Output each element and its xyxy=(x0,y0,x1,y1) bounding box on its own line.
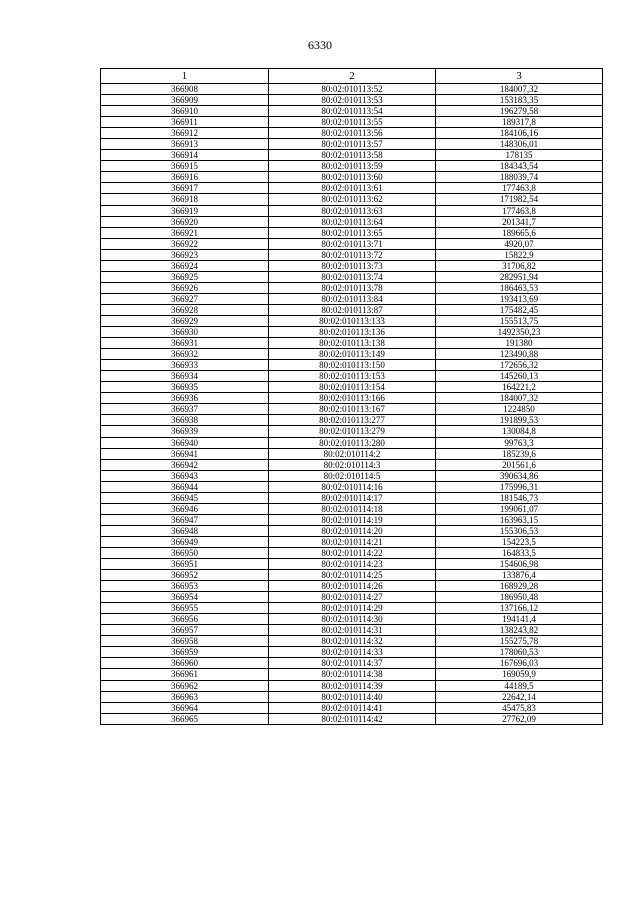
row-number-cell: 366931 xyxy=(101,338,269,349)
row-number-cell: 366965 xyxy=(101,713,269,724)
cadastral-number-cell: 80:02:010113:149 xyxy=(269,349,436,360)
cadastral-number-cell: 80:02:010113:136 xyxy=(269,327,436,338)
table-row xyxy=(101,581,603,592)
row-number-cell: 366919 xyxy=(101,205,269,216)
value-cell: 164221,2 xyxy=(436,382,603,393)
column-header-1: 1 xyxy=(101,69,269,84)
value-cell: 15822,9 xyxy=(436,249,603,260)
table-row xyxy=(101,338,603,349)
row-number-cell: 366933 xyxy=(101,360,269,371)
row-number-cell: 366927 xyxy=(101,293,269,304)
cadastral-number-cell: 80:02:010113:154 xyxy=(269,382,436,393)
value-cell: 27762,09 xyxy=(436,713,603,724)
value-cell: 184106,16 xyxy=(436,128,603,139)
table-row xyxy=(101,481,603,492)
table-row xyxy=(101,669,603,680)
value-cell: 178135 xyxy=(436,150,603,161)
row-number-cell: 366913 xyxy=(101,139,269,150)
value-cell: 4920,07 xyxy=(436,238,603,249)
table-row xyxy=(101,282,603,293)
row-number-cell: 366963 xyxy=(101,691,269,702)
table-row xyxy=(101,713,603,724)
cadastral-number-cell: 80:02:010114:3 xyxy=(269,459,436,470)
table-row xyxy=(101,205,603,216)
cadastral-number-cell: 80:02:010114:37 xyxy=(269,658,436,669)
row-number-cell: 366956 xyxy=(101,614,269,625)
row-number-cell: 366930 xyxy=(101,327,269,338)
table-row xyxy=(101,459,603,470)
table-row xyxy=(101,304,603,315)
table-row xyxy=(101,636,603,647)
cadastral-number-cell: 80:02:010114:5 xyxy=(269,470,436,481)
value-cell: 153183,35 xyxy=(436,95,603,106)
row-number-cell: 366915 xyxy=(101,161,269,172)
table-row xyxy=(101,349,603,360)
table-row xyxy=(101,492,603,503)
row-number-cell: 366964 xyxy=(101,702,269,713)
value-cell: 123490,88 xyxy=(436,349,603,360)
row-number-cell: 366944 xyxy=(101,481,269,492)
cadastral-number-cell: 80:02:010114:33 xyxy=(269,647,436,658)
value-cell: 137166,12 xyxy=(436,603,603,614)
cadastral-number-cell: 80:02:010113:72 xyxy=(269,249,436,260)
row-number-cell: 366957 xyxy=(101,625,269,636)
table-row xyxy=(101,150,603,161)
cadastral-number-cell: 80:02:010113:138 xyxy=(269,338,436,349)
value-cell: 282951,94 xyxy=(436,271,603,282)
row-number-cell: 366954 xyxy=(101,592,269,603)
row-number-cell: 366951 xyxy=(101,559,269,570)
row-number-cell: 366947 xyxy=(101,514,269,525)
table-row xyxy=(101,614,603,625)
cadastral-number-cell: 80:02:010113:61 xyxy=(269,183,436,194)
cadastral-number-cell: 80:02:010113:62 xyxy=(269,194,436,205)
row-number-cell: 366932 xyxy=(101,349,269,360)
table-row xyxy=(101,183,603,194)
row-number-cell: 366935 xyxy=(101,382,269,393)
row-number-cell: 366958 xyxy=(101,636,269,647)
row-number-cell: 366937 xyxy=(101,404,269,415)
value-cell: 201341,7 xyxy=(436,216,603,227)
cadastral-number-cell: 80:02:010114:30 xyxy=(269,614,436,625)
cadastral-number-cell: 80:02:010113:56 xyxy=(269,128,436,139)
cadastral-number-cell: 80:02:010113:64 xyxy=(269,216,436,227)
row-number-cell: 366934 xyxy=(101,371,269,382)
value-cell: 193413,69 xyxy=(436,293,603,304)
row-number-cell: 366952 xyxy=(101,570,269,581)
table-row xyxy=(101,382,603,393)
value-cell: 390634,86 xyxy=(436,470,603,481)
row-number-cell: 366929 xyxy=(101,315,269,326)
table-row xyxy=(101,260,603,271)
table-row xyxy=(101,238,603,249)
cadastral-number-cell: 80:02:010113:78 xyxy=(269,282,436,293)
value-cell: 168929,28 xyxy=(436,581,603,592)
cadastral-number-cell: 80:02:010113:63 xyxy=(269,205,436,216)
row-number-cell: 366916 xyxy=(101,172,269,183)
value-cell: 154606,98 xyxy=(436,559,603,570)
cadastral-number-cell: 80:02:010114:20 xyxy=(269,525,436,536)
table-row xyxy=(101,249,603,260)
row-number-cell: 366920 xyxy=(101,216,269,227)
row-number-cell: 366936 xyxy=(101,393,269,404)
row-number-cell: 366914 xyxy=(101,150,269,161)
table-row xyxy=(101,559,603,570)
row-number-cell: 366960 xyxy=(101,658,269,669)
row-number-cell: 366923 xyxy=(101,249,269,260)
table-row xyxy=(101,647,603,658)
value-cell: 163963,15 xyxy=(436,514,603,525)
cadastral-number-cell: 80:02:010113:133 xyxy=(269,315,436,326)
value-cell: 175996,31 xyxy=(436,481,603,492)
value-cell: 1492350,23 xyxy=(436,327,603,338)
table-row xyxy=(101,128,603,139)
value-cell: 22642,14 xyxy=(436,691,603,702)
row-number-cell: 366941 xyxy=(101,448,269,459)
cadastral-number-cell: 80:02:010114:39 xyxy=(269,680,436,691)
table-row xyxy=(101,404,603,415)
row-number-cell: 366909 xyxy=(101,95,269,106)
table-row xyxy=(101,570,603,581)
table-row xyxy=(101,702,603,713)
value-cell: 99763,3 xyxy=(436,437,603,448)
value-cell: 189317,8 xyxy=(436,117,603,128)
row-number-cell: 366939 xyxy=(101,426,269,437)
cadastral-number-cell: 80:02:010114:19 xyxy=(269,514,436,525)
table-row xyxy=(101,216,603,227)
table-row xyxy=(101,470,603,481)
row-number-cell: 366926 xyxy=(101,282,269,293)
cadastral-number-cell: 80:02:010114:29 xyxy=(269,603,436,614)
value-cell: 181546,73 xyxy=(436,492,603,503)
table-row xyxy=(101,625,603,636)
cadastral-number-cell: 80:02:010113:279 xyxy=(269,426,436,437)
table-row xyxy=(101,415,603,426)
table-row xyxy=(101,680,603,691)
value-cell: 194141,4 xyxy=(436,614,603,625)
cadastral-number-cell: 80:02:010113:71 xyxy=(269,238,436,249)
value-cell: 133876,4 xyxy=(436,570,603,581)
row-number-cell: 366921 xyxy=(101,227,269,238)
cadastral-number-cell: 80:02:010114:16 xyxy=(269,481,436,492)
column-header-2: 2 xyxy=(269,69,436,84)
row-number-cell: 366922 xyxy=(101,238,269,249)
value-cell: 145260,13 xyxy=(436,371,603,382)
table-row xyxy=(101,106,603,117)
value-cell: 196279,58 xyxy=(436,106,603,117)
value-cell: 184007,32 xyxy=(436,393,603,404)
header-row xyxy=(101,69,603,84)
cadastral-number-cell: 80:02:010113:53 xyxy=(269,95,436,106)
value-cell: 138243,82 xyxy=(436,625,603,636)
table-row xyxy=(101,514,603,525)
table-row xyxy=(101,592,603,603)
value-cell: 148306,01 xyxy=(436,139,603,150)
cadastral-number-cell: 80:02:010114:38 xyxy=(269,669,436,680)
cadastral-number-cell: 80:02:010114:17 xyxy=(269,492,436,503)
page-number: 6330 xyxy=(308,38,332,52)
table-header xyxy=(101,69,603,84)
row-number-cell: 366940 xyxy=(101,437,269,448)
cadastral-number-cell: 80:02:010114:32 xyxy=(269,636,436,647)
cadastral-number-cell: 80:02:010114:31 xyxy=(269,625,436,636)
row-number-cell: 366950 xyxy=(101,547,269,558)
row-number-cell: 366943 xyxy=(101,470,269,481)
row-number-cell: 366938 xyxy=(101,415,269,426)
cadastral-number-cell: 80:02:010113:52 xyxy=(269,84,436,95)
row-number-cell: 366912 xyxy=(101,128,269,139)
value-cell: 188039,74 xyxy=(436,172,603,183)
value-cell: 185239,6 xyxy=(436,448,603,459)
table-row xyxy=(101,603,603,614)
table-row xyxy=(101,437,603,448)
row-number-cell: 366928 xyxy=(101,304,269,315)
table-row xyxy=(101,172,603,183)
cadastral-number-cell: 80:02:010113:73 xyxy=(269,260,436,271)
table-row xyxy=(101,525,603,536)
table-row xyxy=(101,691,603,702)
table-row xyxy=(101,547,603,558)
value-cell: 199061,07 xyxy=(436,503,603,514)
value-cell: 186950,48 xyxy=(436,592,603,603)
row-number-cell: 366962 xyxy=(101,680,269,691)
value-cell: 169059,9 xyxy=(436,669,603,680)
table-row xyxy=(101,448,603,459)
cadastral-number-cell: 80:02:010113:58 xyxy=(269,150,436,161)
column-header-3: 3 xyxy=(436,69,603,84)
row-number-cell: 366911 xyxy=(101,117,269,128)
row-number-cell: 366955 xyxy=(101,603,269,614)
table-row xyxy=(101,393,603,404)
row-number-cell: 366910 xyxy=(101,106,269,117)
table-row xyxy=(101,293,603,304)
value-cell: 201561,6 xyxy=(436,459,603,470)
table-row xyxy=(101,194,603,205)
table-row xyxy=(101,360,603,371)
value-cell: 184007,32 xyxy=(436,84,603,95)
row-number-cell: 366961 xyxy=(101,669,269,680)
cadastral-number-cell: 80:02:010113:60 xyxy=(269,172,436,183)
table-body xyxy=(101,84,603,725)
table-row xyxy=(101,658,603,669)
table-row xyxy=(101,84,603,95)
value-cell: 44189,5 xyxy=(436,680,603,691)
row-number-cell: 366918 xyxy=(101,194,269,205)
value-cell: 155513,75 xyxy=(436,315,603,326)
row-number-cell: 366953 xyxy=(101,581,269,592)
cadastral-number-cell: 80:02:010113:54 xyxy=(269,106,436,117)
cadastral-number-cell: 80:02:010114:41 xyxy=(269,702,436,713)
value-cell: 191380 xyxy=(436,338,603,349)
cadastral-number-cell: 80:02:010113:150 xyxy=(269,360,436,371)
table-row xyxy=(101,327,603,338)
table-row xyxy=(101,271,603,282)
cadastral-number-cell: 80:02:010113:55 xyxy=(269,117,436,128)
cadastral-number-cell: 80:02:010113:167 xyxy=(269,404,436,415)
value-cell: 172656,32 xyxy=(436,360,603,371)
cadastral-number-cell: 80:02:010114:26 xyxy=(269,581,436,592)
cadastral-number-cell: 80:02:010113:153 xyxy=(269,371,436,382)
cadastral-number-cell: 80:02:010114:2 xyxy=(269,448,436,459)
row-number-cell: 366946 xyxy=(101,503,269,514)
value-cell: 175482,45 xyxy=(436,304,603,315)
value-cell: 186463,53 xyxy=(436,282,603,293)
value-cell: 171982,54 xyxy=(436,194,603,205)
value-cell: 184343,54 xyxy=(436,161,603,172)
table-row xyxy=(101,139,603,150)
value-cell: 177463,8 xyxy=(436,205,603,216)
value-cell: 130084,8 xyxy=(436,426,603,437)
value-cell: 177463,8 xyxy=(436,183,603,194)
value-cell: 164833,5 xyxy=(436,547,603,558)
cadastral-number-cell: 80:02:010114:42 xyxy=(269,713,436,724)
row-number-cell: 366948 xyxy=(101,525,269,536)
value-cell: 31706,82 xyxy=(436,260,603,271)
cadastral-number-cell: 80:02:010113:59 xyxy=(269,161,436,172)
row-number-cell: 366924 xyxy=(101,260,269,271)
value-cell: 1224850 xyxy=(436,404,603,415)
value-cell: 155275,78 xyxy=(436,636,603,647)
cadastral-number-cell: 80:02:010113:280 xyxy=(269,437,436,448)
cadastral-number-cell: 80:02:010113:87 xyxy=(269,304,436,315)
cadastral-number-cell: 80:02:010113:74 xyxy=(269,271,436,282)
value-cell: 167696,03 xyxy=(436,658,603,669)
table-row xyxy=(101,161,603,172)
table-row xyxy=(101,536,603,547)
cadastral-number-cell: 80:02:010113:65 xyxy=(269,227,436,238)
row-number-cell: 366959 xyxy=(101,647,269,658)
cadastral-number-cell: 80:02:010114:40 xyxy=(269,691,436,702)
value-cell: 191899,53 xyxy=(436,415,603,426)
cadastral-number-cell: 80:02:010114:18 xyxy=(269,503,436,514)
cadastral-number-cell: 80:02:010114:27 xyxy=(269,592,436,603)
table-row xyxy=(101,426,603,437)
row-number-cell: 366917 xyxy=(101,183,269,194)
table-row xyxy=(101,95,603,106)
value-cell: 178060,53 xyxy=(436,647,603,658)
value-cell: 155306,53 xyxy=(436,525,603,536)
value-cell: 45475,83 xyxy=(436,702,603,713)
cadastral-number-cell: 80:02:010113:277 xyxy=(269,415,436,426)
value-cell: 154223,5 xyxy=(436,536,603,547)
table-row xyxy=(101,503,603,514)
cadastral-number-cell: 80:02:010113:84 xyxy=(269,293,436,304)
row-number-cell: 366942 xyxy=(101,459,269,470)
cadastral-number-cell: 80:02:010114:22 xyxy=(269,547,436,558)
row-number-cell: 366908 xyxy=(101,84,269,95)
cadastral-number-cell: 80:02:010114:21 xyxy=(269,536,436,547)
cadastral-number-cell: 80:02:010113:57 xyxy=(269,139,436,150)
table-row xyxy=(101,315,603,326)
row-number-cell: 366945 xyxy=(101,492,269,503)
cadastral-number-cell: 80:02:010114:25 xyxy=(269,570,436,581)
row-number-cell: 366925 xyxy=(101,271,269,282)
table-row xyxy=(101,371,603,382)
cadastral-number-cell: 80:02:010113:166 xyxy=(269,393,436,404)
register-table xyxy=(100,68,603,725)
table-row xyxy=(101,117,603,128)
table-row xyxy=(101,227,603,238)
cadastral-number-cell: 80:02:010114:23 xyxy=(269,559,436,570)
value-cell: 189665,6 xyxy=(436,227,603,238)
row-number-cell: 366949 xyxy=(101,536,269,547)
